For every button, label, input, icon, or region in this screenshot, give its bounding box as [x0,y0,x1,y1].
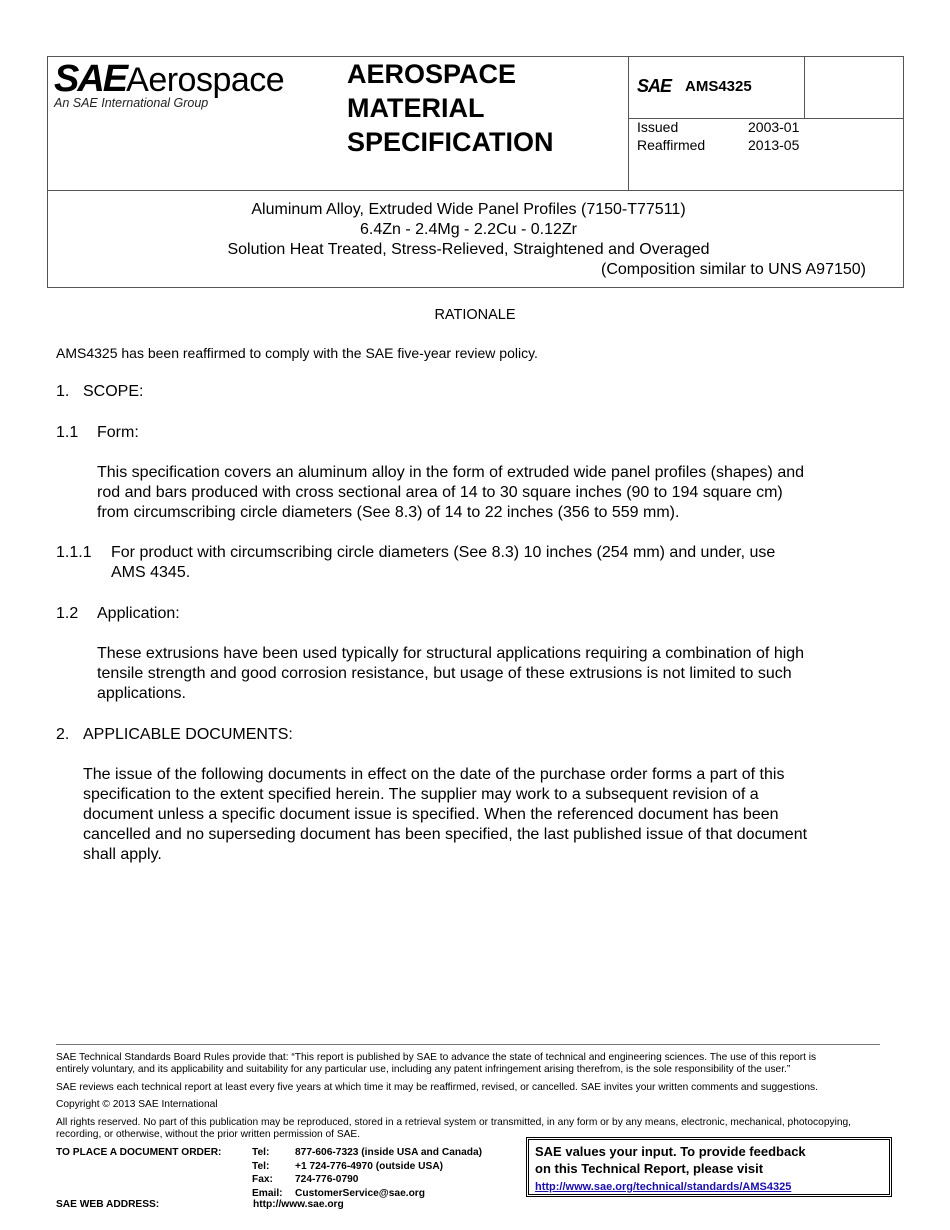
paragraph-line: rod and bars produced with cross sectional area of 14 to 30 square inches (90 to 194 square cm) [97,484,783,501]
footer-line: SAE Technical Standards Board Rules provide that: “This report is published by SAE to advance the state of technical and engineering sciences. The use of this report is [56,1052,817,1063]
doc-number: AMS4325 [685,78,752,95]
web-label: SAE WEB ADDRESS: [56,1199,160,1210]
rationale-text: AMS4325 has been reaffirmed to comply with the SAE five-year review policy. [56,345,538,361]
footer-line: recording, or otherwise, without the prior written permission of SAE. [56,1129,361,1140]
paragraph-line: document unless a specific document issue is specified. When the referenced document has been [83,806,779,823]
paragraph-line: cancelled and no superseding document has been specified, the last published issue of that document [83,826,808,843]
section-number: 1.1 [56,424,79,441]
subtitle-line: 6.4Zn - 2.4Mg - 2.2Cu - 0.12Zr [360,221,577,238]
section-number: 2. [56,726,70,743]
sae-aerospace-logo [54,58,284,101]
footer-rules-text [56,1052,816,1076]
section-paragraph [111,543,775,583]
reaffirmed-label: Reaffirmed [637,137,706,153]
footer-rule [56,1044,880,1045]
subtitle-line: (Composition similar to UNS A97150) [601,261,866,278]
paragraph-line: The issue of the following documents in effect on the date of the purchase order forms a part of this [83,766,785,783]
contact-fax: 724-776-0790 [295,1174,359,1186]
feedback-link[interactable]: http://www.sae.org/technical/standards/AMS4325 [535,1181,792,1193]
order-label: TO PLACE A DOCUMENT ORDER: [56,1147,222,1158]
header-divider [628,57,629,190]
contact-values [295,1146,482,1201]
paragraph-line: AMS 4345. [111,564,191,581]
section-paragraph [97,644,804,704]
paragraph-line: For product with circumscribing circle diameters (See 8.3) 10 inches (254 mm) and under, use [111,544,776,561]
logo-tagline: An SAE International Group [54,96,209,110]
logo-brand: SAE [54,58,127,100]
reaffirmed-date: 2013-05 [748,137,800,153]
subtitle-line: Aluminum Alloy, Extruded Wide Panel Profiles (7150-T77511) [251,201,686,218]
title-line: SPECIFICATION [347,127,554,157]
contact-email-link[interactable]: CustomerService@sae.org [295,1188,425,1200]
footer-copyright: Copyright © 2013 SAE International [56,1099,218,1110]
section-number: 1. [56,383,70,400]
section-paragraph [97,463,804,523]
section-title: APPLICABLE DOCUMENTS: [83,726,293,743]
sae-small-logo: SAE [637,76,672,96]
header-divider [804,57,805,118]
feedback-box [526,1137,892,1197]
contact-labels [252,1146,283,1201]
contact-label: Fax: [252,1174,273,1186]
header-divider [48,190,903,191]
footer-line: entirely voluntary, and its applicability and suitability for any particular use, including any patent infringement arising therefrom, is the sole responsibility of the user.” [56,1064,791,1075]
feedback-text: SAE values your input. To provide feedback [535,1144,806,1159]
paragraph-line: applications. [97,685,186,702]
footer-line: All rights reserved. No part of this publication may be reproduced, stored in a retrieval system or transmitted, in any form or by any means, electronic, mechanical, photocopying, [56,1117,851,1128]
section-title: SCOPE: [83,383,144,400]
issued-label: Issued [637,119,679,135]
contact-phone[interactable]: +1 724-776-4970 (outside USA) [295,1160,444,1172]
spec-title [347,57,554,159]
logo-word: Aerospace [126,61,285,99]
paragraph-line: These extrusions have been used typically for structural applications requiring a combination of high [97,645,805,662]
web-address-link[interactable]: http://www.sae.org [253,1199,344,1210]
paragraph-line: from circumscribing circle diameters (See 8.3) of 14 to 22 inches (356 to 559 mm). [97,504,680,521]
issued-date: 2003-01 [748,119,800,135]
feedback-text: on this Technical Report, please visit [535,1161,764,1176]
section-title: Application: [97,605,180,622]
paragraph-line: specification to the extent specified herein. The supplier may work to a subsequent revision of a [83,786,759,803]
paragraph-line: This specification covers an aluminum alloy in the form of extruded wide panel profiles (shapes) and [97,464,805,481]
section-number: 1.2 [56,605,79,622]
subtitle-line: Solution Heat Treated, Stress-Relieved, Straightened and Overaged [227,241,710,258]
rationale-heading: RATIONALE [434,307,516,323]
contact-label: Email: [252,1188,283,1200]
contact-label: Tel: [252,1160,270,1172]
section-paragraph [83,765,807,865]
contact-label: Tel: [252,1147,270,1158]
footer-review-text: SAE reviews each technical report at least every five years at which time it may be reaffirmed, revised, or cancelled. SAE invites your written comments and suggestions. [56,1082,818,1093]
title-line: MATERIAL [347,93,485,123]
paragraph-line: tensile strength and good corrosion resistance, but usage of these extrusions is not limited to such [97,665,792,682]
title-line: AEROSPACE [347,59,517,89]
contact-phone[interactable]: 877-606-7323 (inside USA and Canada) [295,1147,483,1158]
section-number: 1.1.1 [56,544,92,561]
paragraph-line: shall apply. [83,846,162,863]
section-title: Form: [97,424,139,441]
